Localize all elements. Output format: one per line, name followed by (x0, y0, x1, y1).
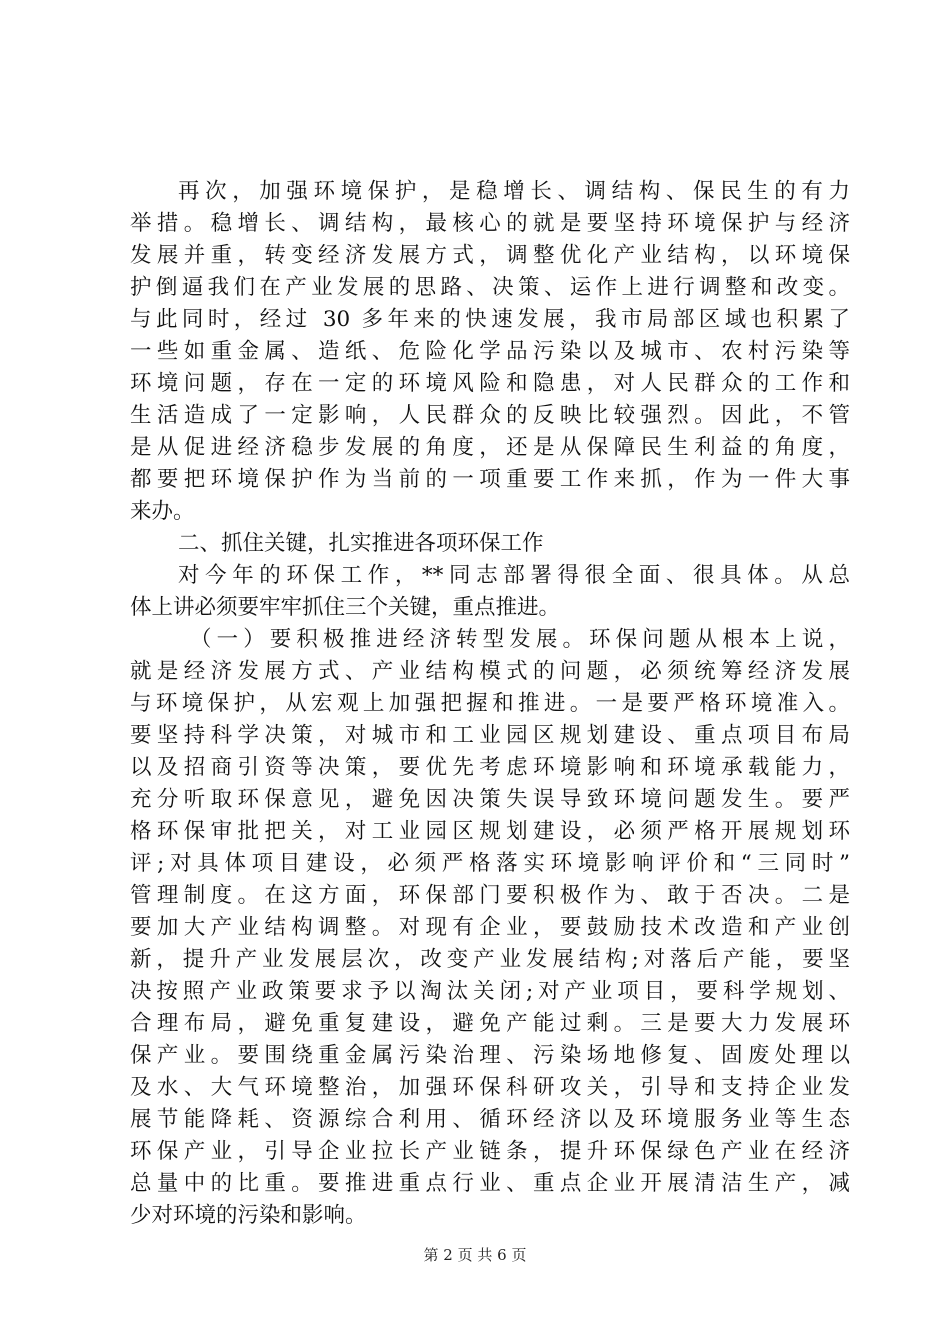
text-line: 体上讲必须要牢牢抓住三个关键，重点推进。 (130, 595, 561, 620)
text-line: 评;对具体项目建设，必须严格落实环境影响评价和“三同时” (130, 851, 850, 876)
text-line: 护倒逼我们在产业发展的思路、决策、运作上进行调整和改变。 (130, 275, 850, 300)
text-line: 来办。 (130, 499, 195, 524)
text-line: （一）要积极推进经济转型发展。环保问题从根本上说， (190, 627, 850, 652)
text-line: 管理制度。在这方面，环保部门要积极作为、敢于否决。二是 (130, 883, 850, 908)
text-line: 决按照产业政策要求予以淘汰关闭;对产业项目，要科学规划、 (130, 979, 850, 1004)
paragraph-2 (130, 560, 850, 624)
text-line: 展节能降耗、资源综合利用、循环经济以及环境服务业等生态 (130, 1107, 850, 1132)
text-line: 都要把环境保护作为当前的一项重要工作来抓，作为一件大事 (130, 467, 850, 492)
text-line: 及水、大气环境整治，加强环保科研攻关，引导和支持企业发 (130, 1075, 850, 1100)
text-line: 格环保审批把关，对工业园区规划建设，必须严格开展规划环 (130, 819, 850, 844)
text-line: 合理布局，避免重复建设，避免产能过剩。三是要大力发展环 (130, 1011, 850, 1036)
text-line: 就是经济发展方式、产业结构模式的问题，必须统筹经济发展 (130, 659, 850, 684)
text-line: 要坚持科学决策，对城市和工业园区规划建设、重点项目布局 (130, 723, 850, 748)
text-line: 充分听取环保意见，避免因决策失误导致环境问题发生。要严 (130, 787, 850, 812)
text-line: 新，提升产业发展层次，改变产业发展结构;对落后产能，要坚 (130, 947, 850, 972)
text-line: 少对环境的污染和影响。 (130, 1203, 367, 1228)
text-line: 要加大产业结构调整。对现有企业，要鼓励技术改造和产业创 (130, 915, 850, 940)
text-line: 生活造成了一定影响，人民群众的反映比较强烈。因此，不管 (130, 403, 850, 428)
document-body (130, 176, 850, 1232)
page-footer: 第 2 页 共 6 页 (423, 1246, 527, 1264)
text-line: 是从促进经济稳步发展的角度，还是从保障民生利益的角度， (130, 435, 850, 460)
text-line: 与此同时，经过 30 多年来的快速发展，我市局部区域也积累了 (130, 307, 850, 332)
text-line: 总量中的比重。要推进重点行业、重点企业开展清洁生产，减 (130, 1171, 850, 1196)
text-line: 环境问题，存在一定的环境风险和隐患，对人民群众的工作和 (130, 371, 850, 396)
text-line: 保产业。要围绕重金属污染治理、污染场地修复、固废处理以 (130, 1043, 850, 1068)
paragraph-1 (130, 176, 850, 528)
text-line: 一些如重金属、造纸、危险化学品污染以及城市、农村污染等 (130, 339, 850, 364)
text-line: 以及招商引资等决策，要优先考虑环境影响和环境承载能力， (130, 755, 850, 780)
section-heading (130, 528, 850, 560)
text-line: 对今年的环保工作，**同志部署得很全面、很具体。从总 (178, 563, 850, 588)
text-line: 发展并重，转变经济发展方式，调整优化产业结构，以环境保 (130, 243, 850, 268)
text-line: 二、抓住关键，扎实推进各项环保工作 (178, 531, 544, 556)
text-line: 与环境保护，从宏观上加强把握和推进。一是要严格环境准入。 (130, 691, 850, 716)
text-line: 环保产业，引导企业拉长产业链条，提升环保绿色产业在经济 (130, 1139, 850, 1164)
text-line: 再次，加强环境保护，是稳增长、调结构、保民生的有力 (178, 179, 850, 204)
text-line: 举措。稳增长、调结构，最核心的就是要坚持环境保护与经济 (130, 211, 850, 236)
paragraph-3 (130, 624, 850, 1232)
